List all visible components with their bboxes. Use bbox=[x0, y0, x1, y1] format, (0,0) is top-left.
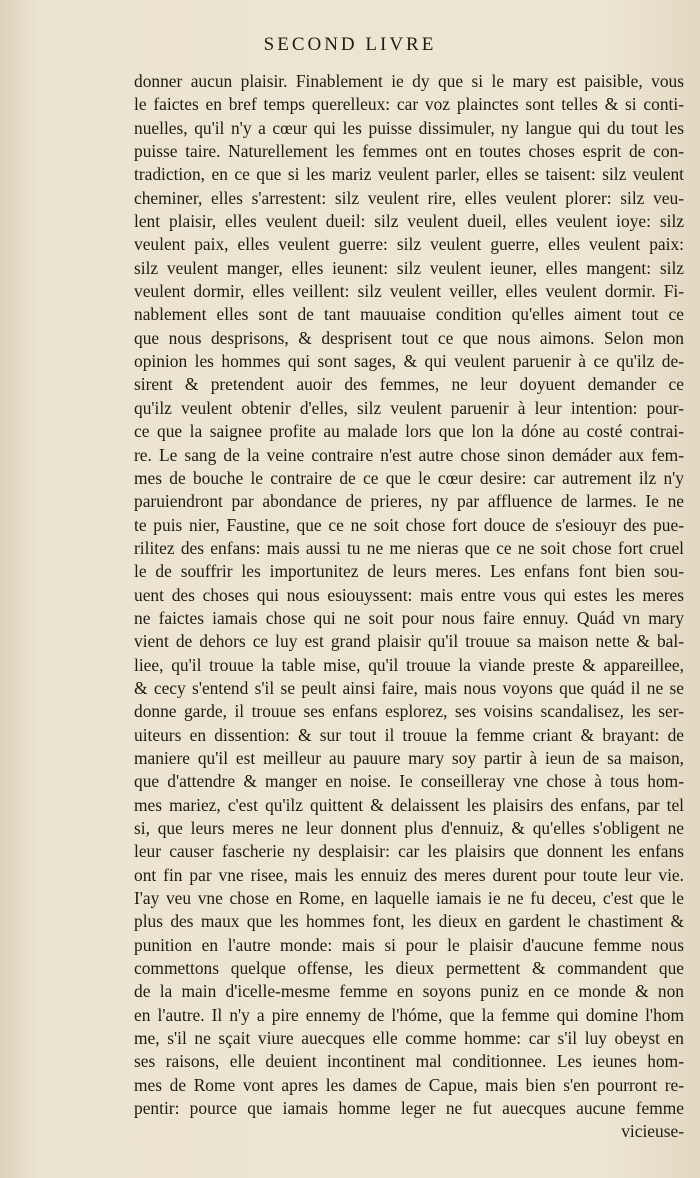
text-line: mes mariez, c'est qu'ilz quittent & delaissent les plaisirs des enfans, par tel bbox=[134, 794, 684, 815]
text-line: me, s'il ne sçait viure auecques elle comme homme: car s'il luy obeyst en bbox=[134, 1028, 684, 1049]
text-line: liee, qu'il trouue la table mise, qu'il trouue la viande preste & appareillee, bbox=[134, 654, 684, 675]
text-line: pentir: pource que iamais homme leger ne fut auecques aucune femme bbox=[134, 1098, 684, 1119]
text-line: rilitez des enfans: mais aussi tu ne me nieras que ce ne soit chose fort cruel bbox=[134, 537, 684, 558]
text-block bbox=[134, 70, 684, 1144]
text-line: puisse taire. Naturellement les femmes ont en toutes choses esprit de con- bbox=[134, 141, 684, 162]
text-line: commettons quelque offense, les dieux permettent & commandent que bbox=[134, 958, 684, 979]
running-header: SECOND LIVRE bbox=[263, 34, 437, 55]
text-line: vicieuse- bbox=[621, 1121, 684, 1142]
text-line: leur causer fascherie ny desplaisir: car les plaisirs que donnent les enfans bbox=[134, 841, 684, 862]
text-line: te puis nier, Faustine, que ce ne soit chose fort douce de s'esiouyr des pue- bbox=[134, 514, 684, 535]
text-line: nuelles, qu'il n'y a cœur qui les puisse dissimuler, ny langue qui du tout les bbox=[134, 117, 684, 138]
text-line: lent plaisir, elles veulent dueil: silz veulent dueil, elles veulent ioye: silz bbox=[134, 211, 684, 232]
text-line: cheminer, elles s'arrestent: silz veulent rire, elles veulent plorer: silz veu- bbox=[134, 187, 684, 208]
text-line: qu'ilz veulent obtenir d'elles, silz veulent paruenir à leur intention: pour- bbox=[134, 397, 684, 418]
text-line: sirent & pretendent auoir des femmes, ne leur doyuent demander ce bbox=[134, 374, 684, 395]
text-line: ses raisons, elle deuient incontinent mal conditionnee. Les ieunes hom- bbox=[134, 1051, 684, 1072]
text-line: uiteurs en dissention: & sur tout il trouue la femme criant & brayant: de bbox=[134, 724, 684, 745]
text-line: ce que la saignee profite au malade lors que lon la dóne au costé contrai- bbox=[134, 421, 684, 442]
text-line: donne garde, il trouue ses enfans esplorez, ses voisins scandalisez, les ser- bbox=[134, 701, 684, 722]
text-line: silz veulent manger, elles ieunent: silz veulent ieuner, elles mangent: silz bbox=[134, 257, 684, 278]
text-line: tradiction, en ce que si les mariz veulent parler, elles se taisent: silz veulent bbox=[134, 164, 684, 185]
text-line: & cecy s'entend s'il se peult ainsi faire, mais nous voyons que quád il ne se bbox=[134, 677, 684, 698]
text-line: paruiendront par abondance de prieres, ny par affluence de larmes. Ie ne bbox=[134, 491, 684, 512]
text-line: opinion les hommes qui sont sages, & qui veulent paruenir à ce qu'ilz de- bbox=[134, 351, 684, 372]
text-line: re. Le sang de la veine contraire n'est autre chose sinon demáder aux fem- bbox=[134, 444, 684, 465]
text-line: donner aucun plaisir. Finablement ie dy que si le mary est paisible, vous bbox=[134, 71, 684, 91]
text-line: veulent paix, elles veulent guerre: silz veulent guerre, elles veulent paix: bbox=[134, 234, 684, 255]
text-line: que d'attendre & manger en noise. Ie conseilleray vne chose à tous hom- bbox=[134, 771, 684, 792]
text-line: maniere qu'il est meilleur au pauure mary soy partir à ieun de sa maison, bbox=[134, 747, 684, 768]
text-line: que nous desprisons, & desprisent tout ce que nous aimons. Selon mon bbox=[134, 327, 684, 348]
text-line: punition en l'autre monde: mais si pour le plaisir d'aucune femme nous bbox=[134, 934, 684, 955]
text-line: ne faictes iamais chose qui ne soit pour nous faire ennuy. Quád vn mary bbox=[134, 607, 684, 628]
text-line: si, que leurs meres ne leur donnent plus d'ennuiz, & qu'elles s'obligent ne bbox=[134, 818, 684, 838]
text-line: de la main d'icelle-mesme femme en soyons puniz en ce monde & non bbox=[134, 981, 684, 1002]
text-line: nablement elles sont de tant mauuaise condition qu'elles aiment tout ce bbox=[134, 304, 684, 325]
text-line: mes de bouche le contraire de ce que le cœur desire: car autrement ilz n'y bbox=[134, 467, 684, 488]
text-line: veulent dormir, elles veillent: silz veulent veiller, elles veulent dormir. Fi- bbox=[134, 281, 684, 302]
text-line: le de souffrir les importunitez de leurs meres. Les enfans font bien sou- bbox=[134, 561, 684, 582]
text-line: en l'autre. Il n'y a pire ennemy de l'hóme, que la femme qui domine l'hom bbox=[134, 1004, 684, 1025]
text-line: uent des choses qui nous esiouyssent: mais entre vous qui estes les meres bbox=[134, 584, 684, 605]
text-line: ont fin par vne risee, mais les ennuiz des meres durent pour toute leur vie. bbox=[134, 864, 684, 885]
text-line: vient de dehors ce luy est grand plaisir qu'il trouue sa maison nette & bal- bbox=[134, 631, 684, 652]
text-line: I'ay veu vne chose en Rome, en laquelle iamais ie ne fu deceu, c'est que le bbox=[134, 888, 684, 909]
text-line: plus des maux que les hommes font, les dieux en gardent le chastiment & bbox=[134, 911, 684, 932]
text-line: mes de Rome vont apres les dames de Capue, mais bien s'en pourront re- bbox=[134, 1074, 684, 1095]
text-line: le faictes en bref temps querelleux: car voz plainctes sont telles & si conti- bbox=[134, 94, 684, 115]
